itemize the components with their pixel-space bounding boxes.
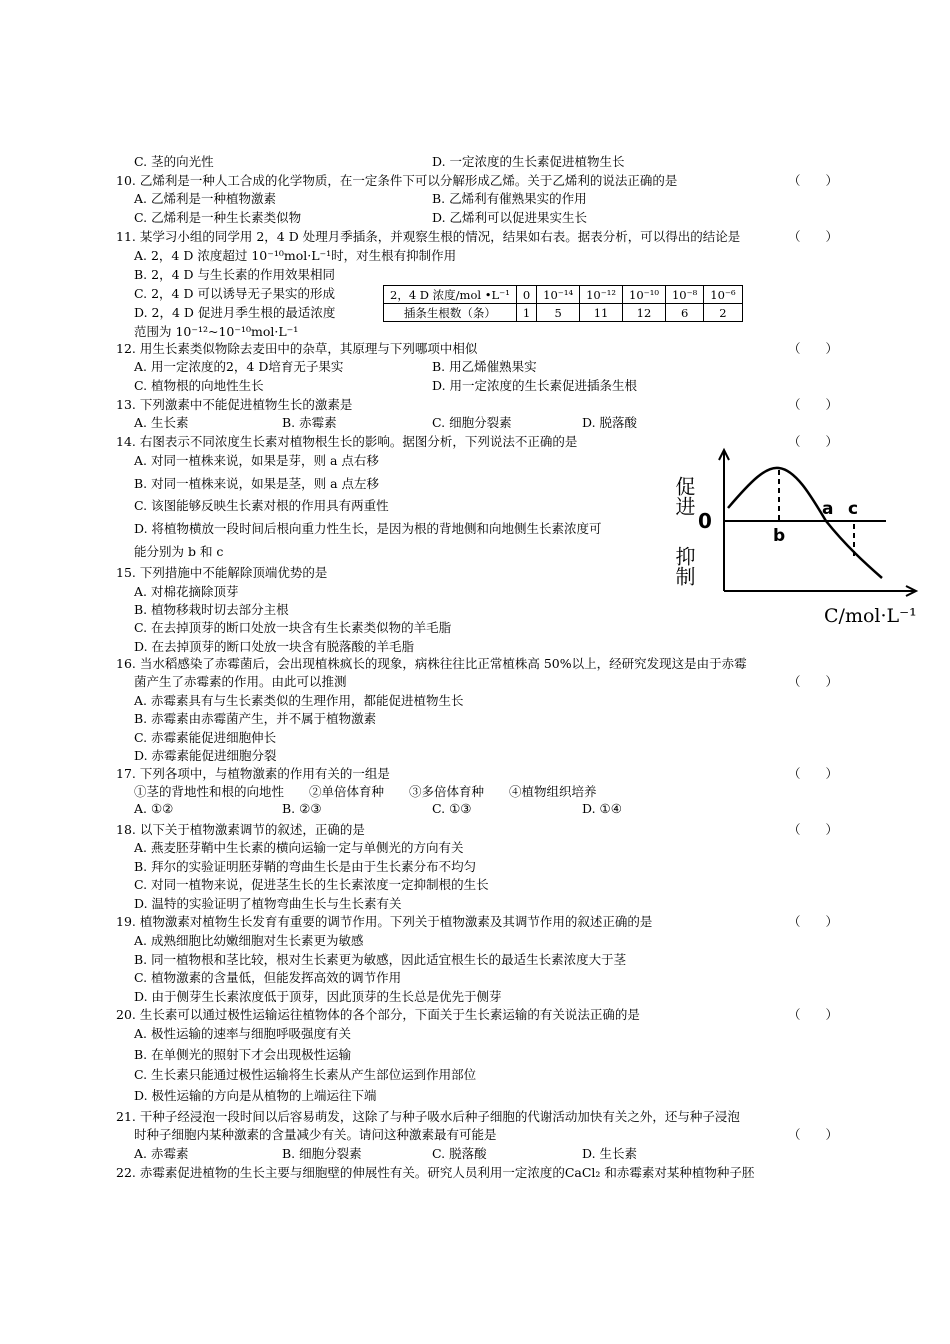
table-cell: 10⁻⁶	[704, 286, 742, 304]
q17-option-c: C. ①③	[432, 801, 472, 816]
q11-option-b: B. 2，4 D 与生长素的作用效果相同	[134, 267, 336, 282]
q18-answer-paren: （ ）	[788, 822, 839, 837]
y-label-zero: 0	[698, 509, 712, 533]
q19-stem: 19. 植物激素对植物生长发育有重要的调节作用。下列关于植物激素及其调节作用的叙述正确的是	[116, 914, 653, 929]
table-row-label: 2，4 D 浓度/mol •L⁻¹	[384, 286, 517, 304]
point-a-label: a	[822, 499, 834, 519]
q12-option-b: B. 用乙烯催熟果实	[432, 359, 537, 374]
q20-option-b: B. 在单侧光的照射下才会出现极性运输	[134, 1047, 352, 1062]
q14-option-d: D. 将植物横放一段时间后根向重力性生长，是因为根的背地侧和向地侧生长素浓度可	[134, 521, 602, 536]
q22-stem: 22. 赤霉素促进植物的生长主要与细胞壁的伸展性有关。研究人员利用一定浓度的CaCl₂ 和赤霉素对某种植物种子胚	[116, 1165, 755, 1180]
q14-option-c: C. 该图能够反映生长素对根的作用具有两重性	[134, 498, 389, 513]
y-label-inhibit: 抑制	[672, 546, 696, 586]
q15-option-d: D. 在去掉顶芽的断口处放一块含有脱落酸的羊毛脂	[134, 639, 415, 654]
q21-stem-cont: 时种子细胞内某种激素的含量减少有关。请问这种激素最有可能是	[134, 1127, 497, 1142]
q13-stem: 13. 下列激素中不能促进植物生长的激素是	[116, 397, 353, 412]
q18-option-d: D. 温特的实验证明了植物弯曲生长与生长素有关	[134, 896, 402, 911]
q12-option-c: C. 植物根的向地性生长	[134, 378, 264, 393]
q19-option-c: C. 植物激素的含量低，但能发挥高效的调节作用	[134, 970, 402, 985]
q20-option-c: C. 生长素只能通过极性运输将生长素从产生部位运到作用部位	[134, 1067, 477, 1082]
q19-option-a: A. 成熟细胞比幼嫩细胞对生长素更为敏感	[134, 933, 364, 948]
table-row-label: 插条生根数（条）	[384, 304, 517, 322]
q9-option-d: D. 一定浓度的生长素促进植物生长	[432, 154, 625, 169]
q18-stem: 18. 以下关于植物激素调节的叙述，正确的是	[116, 822, 365, 837]
q11-option-c: C. 2，4 D 可以诱导无子果实的形成	[134, 286, 335, 301]
q19-option-d: D. 由于侧芽生长素浓度低于顶芽，因此顶芽的生长总是优先于侧芽	[134, 989, 502, 1004]
q14-option-a: A. 对同一植株来说，如果是芽，则 a 点右移	[134, 453, 379, 468]
q9-option-c: C. 茎的向光性	[134, 154, 214, 169]
q16-stem: 16. 当水稻感染了赤霉菌后，会出现植株疯长的现象，病株往往比正常植株高 50%以上，经研究发现这是由于赤霉	[116, 656, 747, 671]
q11-option-a: A. 2，4 D 浓度超过 10⁻¹⁰mol·L⁻¹时，对生根有抑制作用	[134, 248, 457, 263]
q21-stem: 21. 干种子经浸泡一段时间以后容易萌发，这除了与种子吸水后种子细胞的代谢活动加快有关之外，还与种子浸泡	[116, 1109, 740, 1124]
q17-option-a: A. ①②	[134, 801, 174, 816]
q16-option-a: A. 赤霉素具有与生长素类似的生理作用，都能促进植物生长	[134, 693, 464, 708]
q18-option-a: A. 燕麦胚芽鞘中生长素的横向运输一定与单侧光的方向有关	[134, 840, 464, 855]
q14-option-d-cont: 能分别为 b 和 c	[134, 544, 224, 559]
table-row	[384, 304, 743, 322]
q20-option-a: A. 极性运输的速率与细胞呼吸强度有关	[134, 1026, 351, 1041]
q18-option-b: B. 拜尔的实验证明胚芽鞘的弯曲生长是由于生长素分布不均匀	[134, 859, 477, 874]
q10-option-a: A. 乙烯利是一种植物激素	[134, 191, 276, 206]
q13-option-d: D. 脱落酸	[582, 415, 638, 430]
q12-option-a: A. 用一定浓度的2，4 D培育无子果实	[134, 359, 344, 374]
table-cell: 10⁻¹²	[580, 286, 623, 304]
table-cell: 5	[537, 304, 580, 322]
q12-answer-paren: （ ）	[788, 341, 839, 356]
x-axis-label: C/mol·L⁻¹	[824, 605, 917, 627]
q15-option-a: A. 对棉花摘除顶芽	[134, 584, 239, 599]
q21-option-c: C. 脱落酸	[432, 1146, 487, 1161]
q13-option-a: A. 生长素	[134, 415, 189, 430]
q16-option-d: D. 赤霉素能促进细胞分裂	[134, 748, 277, 763]
q13-option-c: C. 细胞分裂素	[432, 415, 512, 430]
q21-option-a: A. 赤霉素	[134, 1146, 189, 1161]
q21-answer-paren: （ ）	[788, 1127, 839, 1142]
q18-option-c: C. 对同一植物来说，促进茎生长的生长素浓度一定抑制根的生长	[134, 877, 489, 892]
q10-option-b: B. 乙烯利有催熟果实的作用	[432, 191, 587, 206]
q11-data-table	[383, 285, 743, 322]
q16-answer-paren: （ ）	[788, 674, 839, 689]
table-cell: 10⁻¹⁰	[623, 286, 666, 304]
q17-stem: 17. 下列各项中，与植物激素的作用有关的一组是	[116, 766, 390, 781]
q10-option-c: C. 乙烯利是一种生长素类似物	[134, 210, 302, 225]
q11-answer-paren: （ ）	[788, 229, 839, 244]
q11-option-d-cont: 范围为 10⁻¹²~10⁻¹⁰mol·L⁻¹	[134, 324, 299, 339]
q15-option-c: C. 在去掉顶芽的断口处放一块含有生长素类似物的羊毛脂	[134, 620, 452, 635]
q20-option-d: D. 极性运输的方向是从植物的上端运往下端	[134, 1088, 377, 1103]
q20-answer-paren: （ ）	[788, 1007, 839, 1022]
q16-option-c: C. 赤霉素能促进细胞伸长	[134, 730, 277, 745]
y-label-promote: 促进	[672, 476, 696, 516]
table-cell: 2	[704, 304, 742, 322]
q14-option-b: B. 对同一植株来说，如果是茎，则 a 点左移	[134, 476, 380, 491]
table-cell: 10⁻⁸	[665, 286, 703, 304]
point-c-label: c	[848, 499, 859, 519]
q12-stem: 12. 用生长素类似物除去麦田中的杂草，其原理与下列哪项中相似	[116, 341, 478, 356]
q20-stem: 20. 生长素可以通过极性运输运往植物体的各个部分，下面关于生长素运输的有关说法正确的是	[116, 1007, 640, 1022]
response-curve	[728, 468, 882, 578]
q17-answer-paren: （ ）	[788, 766, 839, 781]
q11-stem: 11. 某学习小组的同学用 2，4 D 处理月季插条，并观察生根的情况，结果如右表。据表分析，可以得出的结论是	[116, 229, 741, 244]
table-cell: 11	[580, 304, 623, 322]
q14-answer-paren: （ ）	[788, 434, 839, 449]
q19-answer-paren: （ ）	[788, 914, 839, 929]
q10-option-d: D. 乙烯利可以促进果实生长	[432, 210, 588, 225]
table-cell: 1	[516, 304, 536, 322]
q19-option-b: B. 同一植物根和茎比较，根对生长素更为敏感，因此适宜根生长的最适生长素浓度大于茎	[134, 952, 627, 967]
table-cell: 0	[516, 286, 536, 304]
q11-option-d: D. 2，4 D 促进月季生根的最适浓度	[134, 305, 336, 320]
point-b-label: b	[773, 526, 786, 546]
q10-answer-paren: （ ）	[788, 173, 839, 188]
q13-answer-paren: （ ）	[788, 397, 839, 412]
q12-option-d: D. 用一定浓度的生长素促进插条生根	[432, 378, 638, 393]
q16-stem-cont: 菌产生了赤霉素的作用。由此可以推测	[134, 674, 347, 689]
q15-stem: 15. 下列措施中不能解除顶端优势的是	[116, 565, 328, 580]
q21-option-b: B. 细胞分裂素	[282, 1146, 362, 1161]
q14-graph	[672, 446, 926, 636]
table-cell: 6	[665, 304, 703, 322]
q10-stem: 10. 乙烯利是一种人工合成的化学物质，在一定条件下可以分解形成乙烯。关于乙烯利的说法正确的是	[116, 173, 678, 188]
q21-option-d: D. 生长素	[582, 1146, 638, 1161]
q14-stem: 14. 右图表示不同浓度生长素对植物根生长的影响。据图分析，下列说法不正确的是	[116, 434, 578, 449]
q15-option-b: B. 植物移栽时切去部分主根	[134, 602, 289, 617]
table-cell: 12	[623, 304, 666, 322]
q17-option-d: D. ①④	[582, 801, 622, 816]
table-row	[384, 286, 743, 304]
q13-option-b: B. 赤霉素	[282, 415, 337, 430]
table-cell: 10⁻¹⁴	[537, 286, 580, 304]
q16-option-b: B. 赤霉素由赤霉菌产生，并不属于植物激素	[134, 711, 377, 726]
q17-option-b: B. ②③	[282, 801, 322, 816]
q17-items: ①茎的背地性和根的向地性 ②单倍体育种 ③多倍体育种 ④植物组织培养	[134, 784, 597, 799]
